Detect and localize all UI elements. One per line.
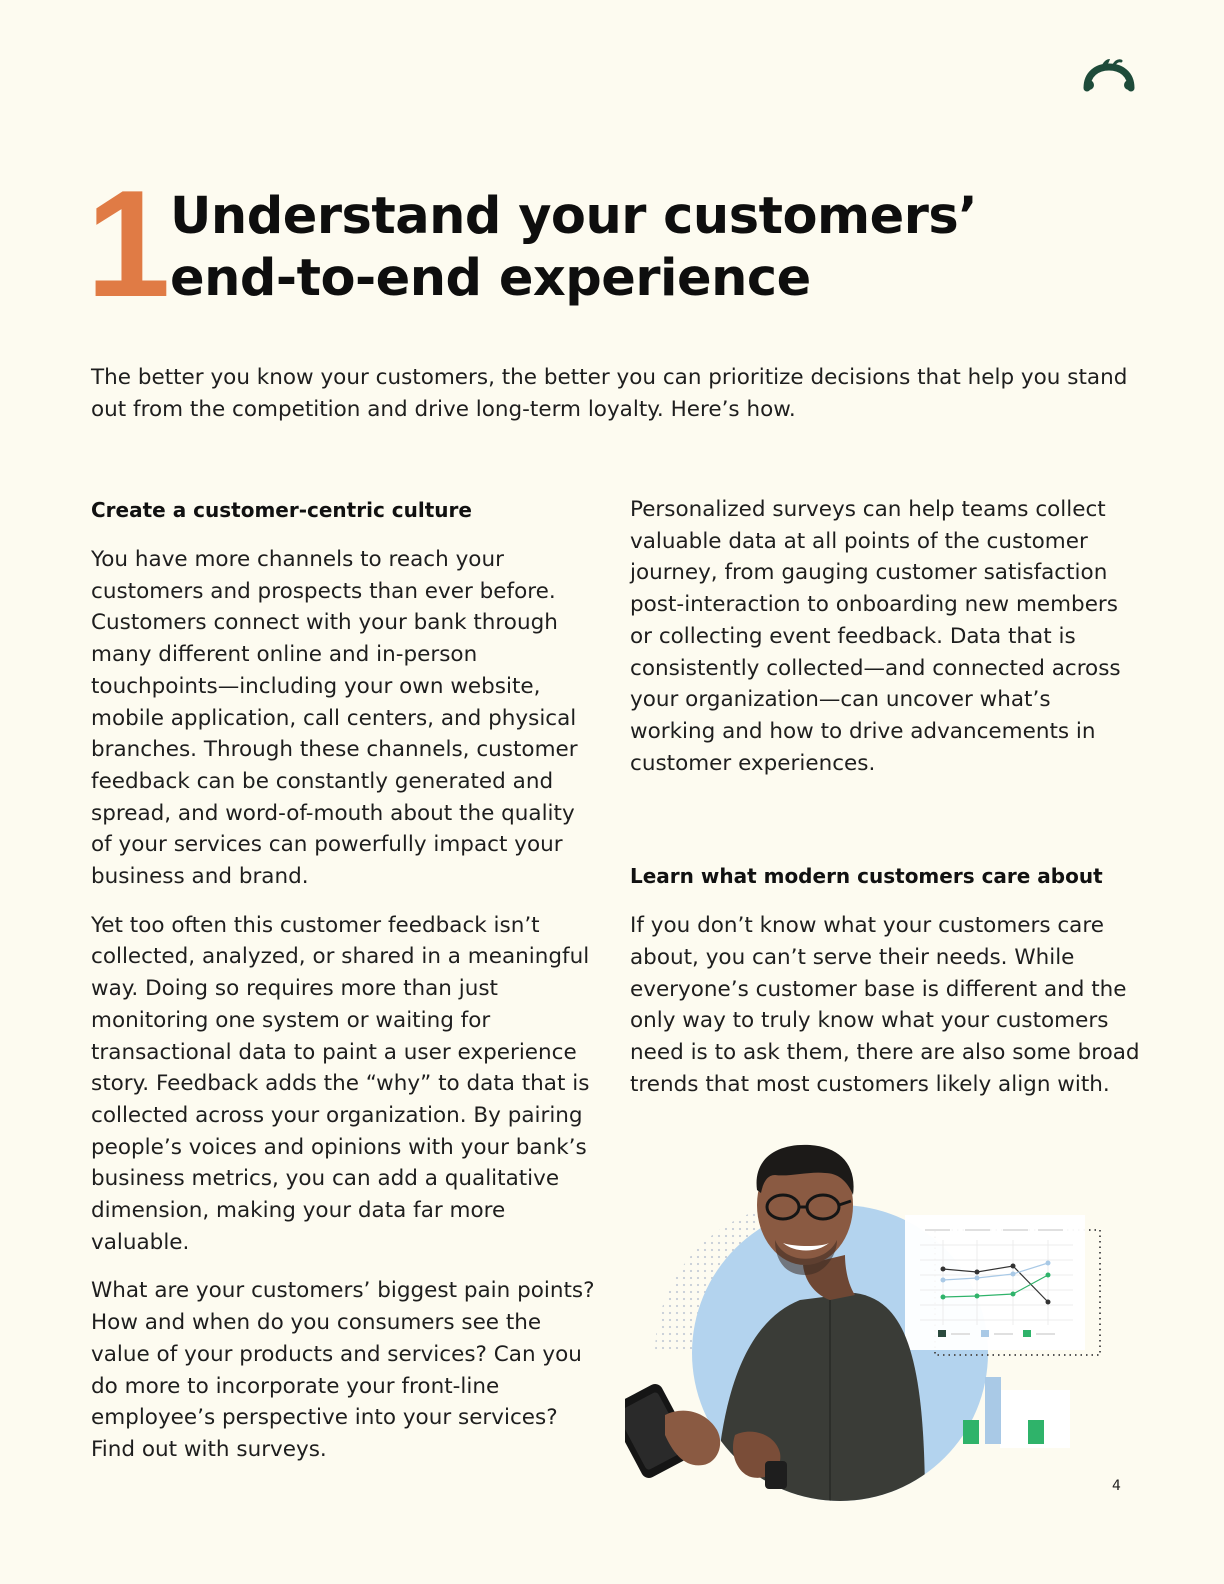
page-title-line-1: Understand your customers’	[170, 187, 978, 246]
customer-illustration	[625, 1135, 1120, 1505]
page-title	[170, 186, 1070, 310]
brand-logo-icon	[1083, 58, 1135, 94]
wristwatch	[765, 1461, 787, 1489]
page-number: 4	[1112, 1478, 1121, 1494]
intro-paragraph: The better you know your customers, the better you can prioritize decisions that help you stand out from the competition and drive long-term loyalty. Here’s how.	[91, 365, 1128, 422]
section-heading-culture: Create a customer-centric culture	[91, 498, 472, 522]
right-column	[630, 494, 1140, 1118]
section-number: 1	[86, 159, 167, 329]
body-paragraph: If you don’t know what your customers care about, you can’t serve their needs. While everyone’s customer base is different and the only way to truly know what your customers need is to ask them, there are also some broad trends that most customers likely align with.	[630, 913, 1140, 1097]
left-column	[91, 494, 601, 1483]
line-chart-card	[905, 1215, 1085, 1350]
body-paragraph: Personalized surveys can help teams collect valuable data at all points of the customer journey, from gauging customer satisfaction post-interaction to onboarding new members or collecting event feedback. Data that is consistently collected—and connected across your organization—can uncover what’s working and how to drive advancements in customer experiences.	[630, 497, 1121, 776]
body-paragraph: Yet too often this customer feedback isn’t collected, analyzed, or shared in a meaningful way. Doing so requires more than just monitoring one system or waiting for transactional data to paint a user experience story. Feedback adds the “why” to data that is collected across your organization. By pairing people’s voices and opinions with your bank’s business metrics, you can add a qualitative dimension, making your data far more valuable.	[91, 912, 590, 1255]
body-paragraph: What are your customers’ biggest pain points? How and when do you consumers see the value of your products and services? Can you do more to incorporate your front-line employee’s perspective into your services? Find out with surveys.	[91, 1278, 595, 1462]
body-paragraph: You have more channels to reach your customers and prospects than ever before. Customers connect with your bank through many different online and in-person touchpoints—including your own website, mobile application, call centers, and physical branches. Through these channels, customer feedback can be constantly generated and spread, and word-of-mouth about the quality of your services can powerfully impact your business and brand.	[91, 547, 578, 890]
page-title-line-2: end-to-end experience	[170, 249, 811, 308]
section-heading-modern-customers: Learn what modern customers care about	[630, 864, 1103, 889]
